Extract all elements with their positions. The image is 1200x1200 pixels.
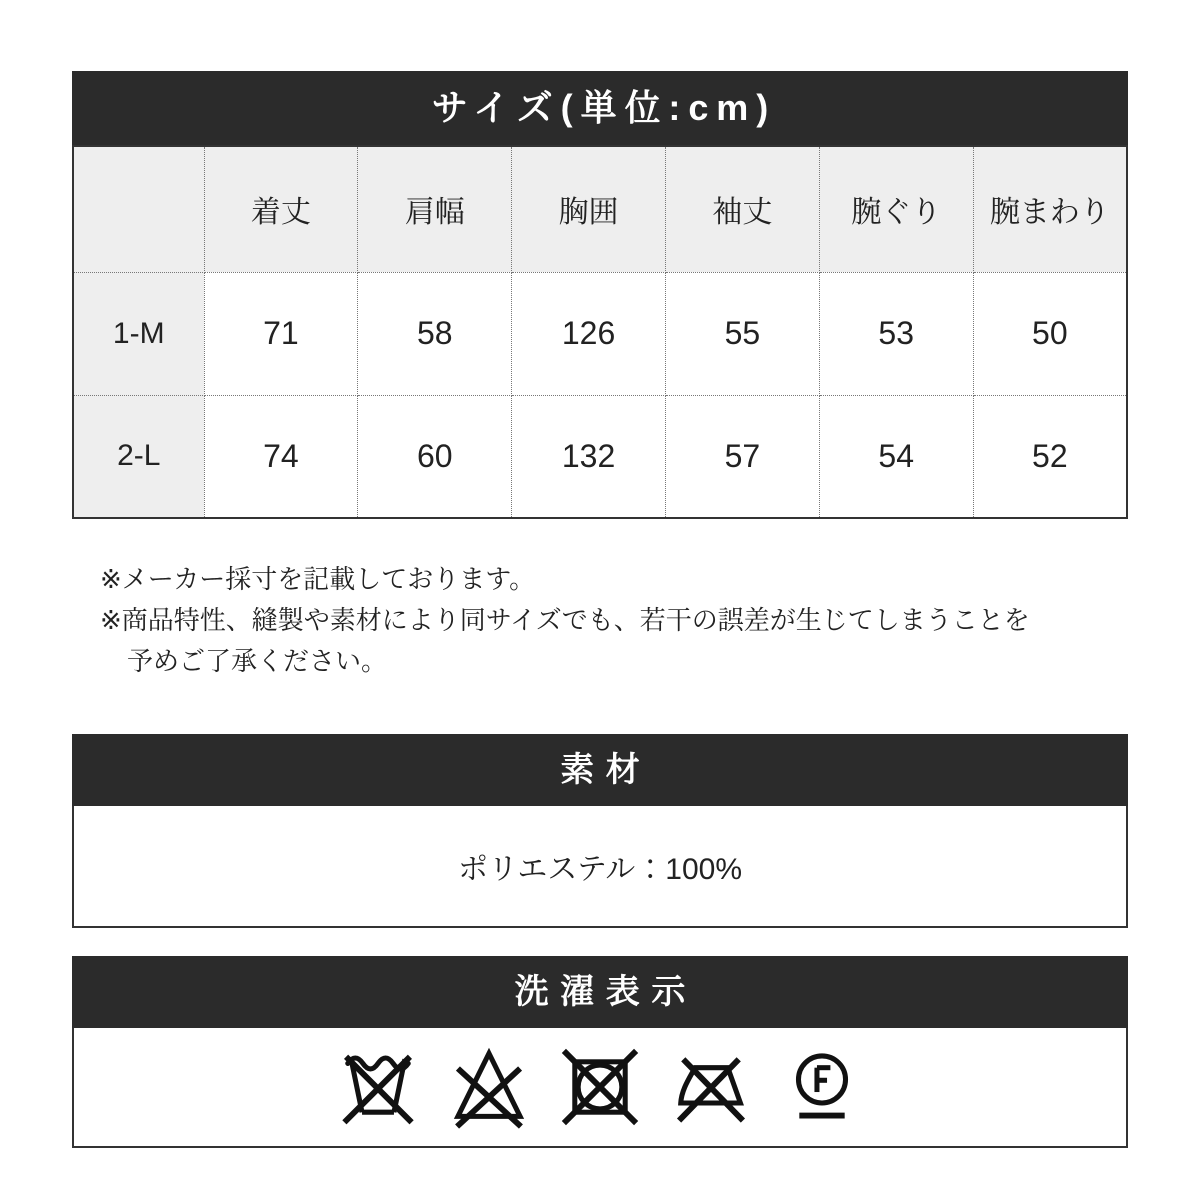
size-row-1m: [73, 272, 1127, 395]
size-cell: 58: [358, 272, 512, 395]
size-cell: 57: [665, 395, 819, 518]
column-header-body-length: 着丈: [204, 146, 358, 272]
do-not-wash-icon: [336, 1045, 420, 1129]
note-line: ※商品特性、縫製や素材により同サイズでも、若干の誤差が生じてしまうことを: [100, 605, 1030, 635]
size-section-title: サイズ(単位:cm): [72, 71, 1128, 145]
size-row-label: 1-M: [73, 272, 204, 395]
corner-cell: [73, 146, 204, 272]
size-cell: 60: [358, 395, 512, 518]
size-cell: 52: [973, 395, 1127, 518]
size-table: [72, 145, 1128, 519]
size-cell: 71: [204, 272, 358, 395]
dry-clean-f-mild-icon: [780, 1045, 864, 1129]
size-cell: 54: [819, 395, 973, 518]
care-symbols: [72, 1028, 1128, 1148]
do-not-iron-icon: [669, 1045, 753, 1129]
material-section: [72, 734, 1128, 928]
size-cell: 74: [204, 395, 358, 518]
column-header-arm-circumference: 腕まわり: [973, 146, 1127, 272]
size-cell: 53: [819, 272, 973, 395]
size-row-2l: [73, 395, 1127, 518]
size-cell: 126: [512, 272, 666, 395]
column-header-shoulder-width: 肩幅: [358, 146, 512, 272]
material-value: ポリエステル：100%: [72, 806, 1128, 928]
care-section: [72, 956, 1128, 1148]
column-header-armhole: 腕ぐり: [819, 146, 973, 272]
measurement-notes: [100, 559, 1128, 682]
size-cell: 50: [973, 272, 1127, 395]
do-not-tumble-dry-icon: [558, 1045, 642, 1129]
material-section-title: 素材: [72, 734, 1128, 806]
column-header-chest: 胸囲: [512, 146, 666, 272]
note-line: ※メーカー採寸を記載しております。: [100, 564, 536, 594]
size-cell: 55: [665, 272, 819, 395]
do-not-bleach-icon: [447, 1045, 531, 1129]
column-header-sleeve-length: 袖丈: [665, 146, 819, 272]
size-table-header-row: [73, 146, 1127, 272]
size-section: [72, 71, 1128, 519]
note-line: 予めご了承ください。: [127, 646, 388, 676]
size-row-label: 2-L: [73, 395, 204, 518]
size-cell: 132: [512, 395, 666, 518]
care-section-title: 洗濯表示: [72, 956, 1128, 1028]
